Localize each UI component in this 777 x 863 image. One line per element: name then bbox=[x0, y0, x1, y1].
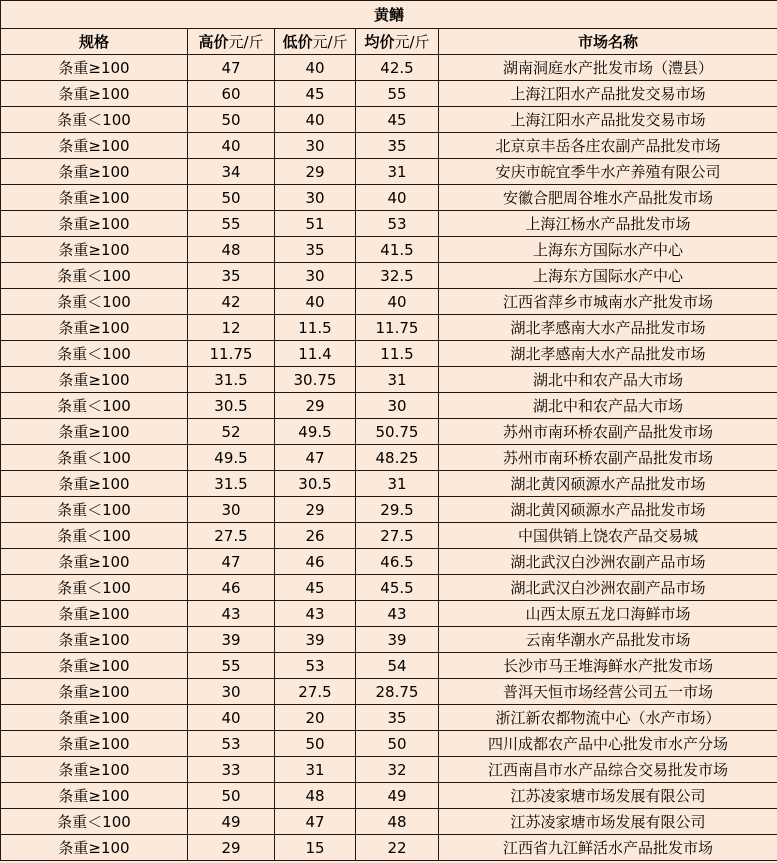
table-title: 黄鳝 bbox=[1, 1, 777, 29]
cell-market-name: 上海江阳水产品批发交易市场 bbox=[439, 81, 777, 107]
cell-spec: 条重＜100 bbox=[1, 445, 188, 471]
cell-market-name: 北京京丰岳各庄农副产品批发市场 bbox=[439, 133, 777, 159]
cell-high-price: 33 bbox=[188, 757, 275, 783]
cell-market-name: 山西太原五龙口海鲜市场 bbox=[439, 601, 777, 627]
cell-market-name: 上海江阳水产品批发交易市场 bbox=[439, 107, 777, 133]
cell-avg-price: 50.75 bbox=[356, 419, 439, 445]
cell-low-price: 40 bbox=[275, 289, 356, 315]
cell-avg-price: 11.5 bbox=[356, 341, 439, 367]
cell-high-price: 53 bbox=[188, 731, 275, 757]
cell-high-price: 50 bbox=[188, 107, 275, 133]
table-row bbox=[1, 211, 777, 237]
table-row bbox=[1, 289, 777, 315]
cell-market-name: 苏州市南环桥农副产品批发市场 bbox=[439, 445, 777, 471]
cell-spec: 条重≥100 bbox=[1, 653, 188, 679]
cell-low-price: 45 bbox=[275, 575, 356, 601]
header-market: 市场名称 bbox=[439, 29, 777, 55]
table-body bbox=[1, 55, 777, 861]
cell-high-price: 39 bbox=[188, 627, 275, 653]
cell-spec: 条重≥100 bbox=[1, 601, 188, 627]
cell-avg-price: 27.5 bbox=[356, 523, 439, 549]
cell-spec: 条重≥100 bbox=[1, 237, 188, 263]
table-row bbox=[1, 159, 777, 185]
cell-market-name: 上海江杨水产品批发市场 bbox=[439, 211, 777, 237]
cell-low-price: 40 bbox=[275, 107, 356, 133]
cell-market-name: 上海东方国际水产中心 bbox=[439, 237, 777, 263]
cell-high-price: 47 bbox=[188, 549, 275, 575]
cell-avg-price: 11.75 bbox=[356, 315, 439, 341]
table-row bbox=[1, 471, 777, 497]
cell-spec: 条重＜100 bbox=[1, 393, 188, 419]
cell-market-name: 湖北中和农产品大市场 bbox=[439, 393, 777, 419]
cell-low-price: 49.5 bbox=[275, 419, 356, 445]
cell-high-price: 50 bbox=[188, 783, 275, 809]
cell-spec: 条重≥100 bbox=[1, 133, 188, 159]
cell-low-price: 47 bbox=[275, 445, 356, 471]
header-high bbox=[188, 29, 275, 55]
cell-spec: 条重≥100 bbox=[1, 835, 188, 861]
table-row bbox=[1, 263, 777, 289]
cell-high-price: 29 bbox=[188, 835, 275, 861]
cell-high-price: 30 bbox=[188, 497, 275, 523]
cell-market-name: 江西省萍乡市城南水产批发市场 bbox=[439, 289, 777, 315]
table-row bbox=[1, 367, 777, 393]
cell-low-price: 29 bbox=[275, 393, 356, 419]
cell-spec: 条重＜100 bbox=[1, 107, 188, 133]
cell-avg-price: 55 bbox=[356, 81, 439, 107]
cell-avg-price: 35 bbox=[356, 705, 439, 731]
cell-avg-price: 22 bbox=[356, 835, 439, 861]
cell-market-name: 湖南洞庭水产批发市场（澧县） bbox=[439, 55, 777, 81]
cell-low-price: 40 bbox=[275, 55, 356, 81]
table-row bbox=[1, 341, 777, 367]
cell-low-price: 29 bbox=[275, 159, 356, 185]
cell-spec: 条重≥100 bbox=[1, 549, 188, 575]
cell-low-price: 45 bbox=[275, 81, 356, 107]
cell-avg-price: 31 bbox=[356, 159, 439, 185]
header-row bbox=[1, 29, 777, 55]
cell-spec: 条重≥100 bbox=[1, 419, 188, 445]
cell-high-price: 42 bbox=[188, 289, 275, 315]
cell-high-price: 55 bbox=[188, 653, 275, 679]
cell-low-price: 31 bbox=[275, 757, 356, 783]
cell-spec: 条重≥100 bbox=[1, 211, 188, 237]
cell-high-price: 48 bbox=[188, 237, 275, 263]
cell-avg-price: 53 bbox=[356, 211, 439, 237]
cell-low-price: 46 bbox=[275, 549, 356, 575]
cell-avg-price: 41.5 bbox=[356, 237, 439, 263]
cell-low-price: 50 bbox=[275, 731, 356, 757]
cell-high-price: 31.5 bbox=[188, 367, 275, 393]
cell-high-price: 35 bbox=[188, 263, 275, 289]
cell-avg-price: 29.5 bbox=[356, 497, 439, 523]
cell-high-price: 11.75 bbox=[188, 341, 275, 367]
cell-market-name: 江西南昌市水产品综合交易批发市场 bbox=[439, 757, 777, 783]
cell-low-price: 43 bbox=[275, 601, 356, 627]
cell-avg-price: 54 bbox=[356, 653, 439, 679]
cell-avg-price: 45.5 bbox=[356, 575, 439, 601]
cell-low-price: 39 bbox=[275, 627, 356, 653]
cell-high-price: 43 bbox=[188, 601, 275, 627]
cell-avg-price: 48 bbox=[356, 809, 439, 835]
cell-high-price: 12 bbox=[188, 315, 275, 341]
cell-spec: 条重≥100 bbox=[1, 731, 188, 757]
cell-high-price: 49.5 bbox=[188, 445, 275, 471]
table-row bbox=[1, 549, 777, 575]
cell-avg-price: 40 bbox=[356, 289, 439, 315]
cell-avg-price: 46.5 bbox=[356, 549, 439, 575]
cell-high-price: 52 bbox=[188, 419, 275, 445]
cell-spec: 条重＜100 bbox=[1, 575, 188, 601]
cell-avg-price: 30 bbox=[356, 393, 439, 419]
cell-avg-price: 49 bbox=[356, 783, 439, 809]
cell-spec: 条重≥100 bbox=[1, 159, 188, 185]
cell-high-price: 40 bbox=[188, 133, 275, 159]
cell-low-price: 30.5 bbox=[275, 471, 356, 497]
cell-avg-price: 42.5 bbox=[356, 55, 439, 81]
cell-low-price: 48 bbox=[275, 783, 356, 809]
cell-spec: 条重≥100 bbox=[1, 679, 188, 705]
cell-avg-price: 43 bbox=[356, 601, 439, 627]
cell-avg-price: 32.5 bbox=[356, 263, 439, 289]
cell-high-price: 49 bbox=[188, 809, 275, 835]
cell-spec: 条重≥100 bbox=[1, 185, 188, 211]
cell-high-price: 46 bbox=[188, 575, 275, 601]
cell-avg-price: 31 bbox=[356, 367, 439, 393]
cell-high-price: 30.5 bbox=[188, 393, 275, 419]
cell-market-name: 四川成都农产品中心批发市水产分场 bbox=[439, 731, 777, 757]
cell-market-name: 浙江新农都物流中心（水产市场） bbox=[439, 705, 777, 731]
cell-market-name: 湖北孝感南大水产品批发市场 bbox=[439, 341, 777, 367]
header-avg-label: 均价 bbox=[364, 32, 395, 51]
cell-spec: 条重≥100 bbox=[1, 783, 188, 809]
cell-high-price: 30 bbox=[188, 679, 275, 705]
table-row bbox=[1, 627, 777, 653]
cell-low-price: 15 bbox=[275, 835, 356, 861]
cell-market-name: 江苏凌家塘市场发展有限公司 bbox=[439, 783, 777, 809]
cell-low-price: 20 bbox=[275, 705, 356, 731]
cell-avg-price: 35 bbox=[356, 133, 439, 159]
table-row bbox=[1, 393, 777, 419]
cell-avg-price: 28.75 bbox=[356, 679, 439, 705]
cell-spec: 条重＜100 bbox=[1, 341, 188, 367]
table-row bbox=[1, 419, 777, 445]
cell-low-price: 30 bbox=[275, 133, 356, 159]
cell-spec: 条重＜100 bbox=[1, 263, 188, 289]
table-row bbox=[1, 55, 777, 81]
cell-high-price: 40 bbox=[188, 705, 275, 731]
cell-high-price: 50 bbox=[188, 185, 275, 211]
title-row bbox=[1, 1, 777, 29]
cell-market-name: 中国供销上饶农产品交易城 bbox=[439, 523, 777, 549]
cell-high-price: 34 bbox=[188, 159, 275, 185]
cell-avg-price: 31 bbox=[356, 471, 439, 497]
table-row bbox=[1, 523, 777, 549]
table-row bbox=[1, 679, 777, 705]
cell-spec: 条重≥100 bbox=[1, 757, 188, 783]
cell-low-price: 30 bbox=[275, 263, 356, 289]
cell-low-price: 27.5 bbox=[275, 679, 356, 705]
cell-high-price: 55 bbox=[188, 211, 275, 237]
cell-market-name: 苏州市南环桥农副产品批发市场 bbox=[439, 419, 777, 445]
cell-spec: 条重≥100 bbox=[1, 705, 188, 731]
cell-avg-price: 45 bbox=[356, 107, 439, 133]
table-row bbox=[1, 757, 777, 783]
cell-spec: 条重＜100 bbox=[1, 497, 188, 523]
cell-market-name: 安徽合肥周谷堆水产品批发市场 bbox=[439, 185, 777, 211]
cell-market-name: 湖北武汉白沙洲农副产品市场 bbox=[439, 549, 777, 575]
header-high-unit: 元/斤 bbox=[228, 32, 264, 51]
cell-market-name: 湖北孝感南大水产品批发市场 bbox=[439, 315, 777, 341]
table-row bbox=[1, 809, 777, 835]
header-avg bbox=[356, 29, 439, 55]
cell-spec: 条重＜100 bbox=[1, 809, 188, 835]
table-row bbox=[1, 107, 777, 133]
cell-low-price: 26 bbox=[275, 523, 356, 549]
cell-market-name: 普洱天恒市场经营公司五一市场 bbox=[439, 679, 777, 705]
table-row bbox=[1, 497, 777, 523]
cell-low-price: 35 bbox=[275, 237, 356, 263]
cell-low-price: 51 bbox=[275, 211, 356, 237]
cell-spec: 条重＜100 bbox=[1, 523, 188, 549]
cell-spec: 条重≥100 bbox=[1, 471, 188, 497]
cell-market-name: 湖北黄冈硕源水产品批发市场 bbox=[439, 497, 777, 523]
table-row bbox=[1, 185, 777, 211]
table-row bbox=[1, 783, 777, 809]
cell-avg-price: 48.25 bbox=[356, 445, 439, 471]
table-row bbox=[1, 133, 777, 159]
header-low bbox=[275, 29, 356, 55]
header-high-label: 高价 bbox=[198, 32, 229, 51]
cell-low-price: 53 bbox=[275, 653, 356, 679]
cell-market-name: 湖北武汉白沙洲农副产品市场 bbox=[439, 575, 777, 601]
table-row bbox=[1, 81, 777, 107]
cell-low-price: 47 bbox=[275, 809, 356, 835]
cell-low-price: 29 bbox=[275, 497, 356, 523]
table-row bbox=[1, 731, 777, 757]
cell-high-price: 27.5 bbox=[188, 523, 275, 549]
cell-high-price: 60 bbox=[188, 81, 275, 107]
cell-low-price: 11.4 bbox=[275, 341, 356, 367]
cell-avg-price: 40 bbox=[356, 185, 439, 211]
cell-market-name: 长沙市马王堆海鲜水产批发市场 bbox=[439, 653, 777, 679]
table-row bbox=[1, 601, 777, 627]
cell-spec: 条重≥100 bbox=[1, 627, 188, 653]
cell-high-price: 31.5 bbox=[188, 471, 275, 497]
cell-market-name: 江苏凌家塘市场发展有限公司 bbox=[439, 809, 777, 835]
table-row bbox=[1, 575, 777, 601]
cell-high-price: 47 bbox=[188, 55, 275, 81]
cell-market-name: 江西省九江鲜活水产品批发市场 bbox=[439, 835, 777, 861]
header-low-label: 低价 bbox=[282, 32, 313, 51]
table-row bbox=[1, 653, 777, 679]
cell-avg-price: 32 bbox=[356, 757, 439, 783]
table-row bbox=[1, 445, 777, 471]
cell-market-name: 湖北中和农产品大市场 bbox=[439, 367, 777, 393]
cell-spec: 条重≥100 bbox=[1, 315, 188, 341]
header-spec: 规格 bbox=[1, 29, 188, 55]
cell-avg-price: 50 bbox=[356, 731, 439, 757]
table-row bbox=[1, 835, 777, 861]
table-row bbox=[1, 705, 777, 731]
cell-low-price: 30.75 bbox=[275, 367, 356, 393]
header-low-unit: 元/斤 bbox=[312, 32, 348, 51]
cell-spec: 条重≥100 bbox=[1, 55, 188, 81]
cell-spec: 条重＜100 bbox=[1, 289, 188, 315]
cell-spec: 条重≥100 bbox=[1, 367, 188, 393]
cell-avg-price: 39 bbox=[356, 627, 439, 653]
cell-market-name: 云南华潮水产品批发市场 bbox=[439, 627, 777, 653]
table-row bbox=[1, 315, 777, 341]
header-avg-unit: 元/斤 bbox=[394, 32, 430, 51]
cell-low-price: 11.5 bbox=[275, 315, 356, 341]
cell-market-name: 湖北黄冈硕源水产品批发市场 bbox=[439, 471, 777, 497]
cell-market-name: 安庆市皖宜季牛水产养殖有限公司 bbox=[439, 159, 777, 185]
cell-spec: 条重≥100 bbox=[1, 81, 188, 107]
cell-market-name: 上海东方国际水产中心 bbox=[439, 263, 777, 289]
table-row bbox=[1, 237, 777, 263]
cell-low-price: 30 bbox=[275, 185, 356, 211]
